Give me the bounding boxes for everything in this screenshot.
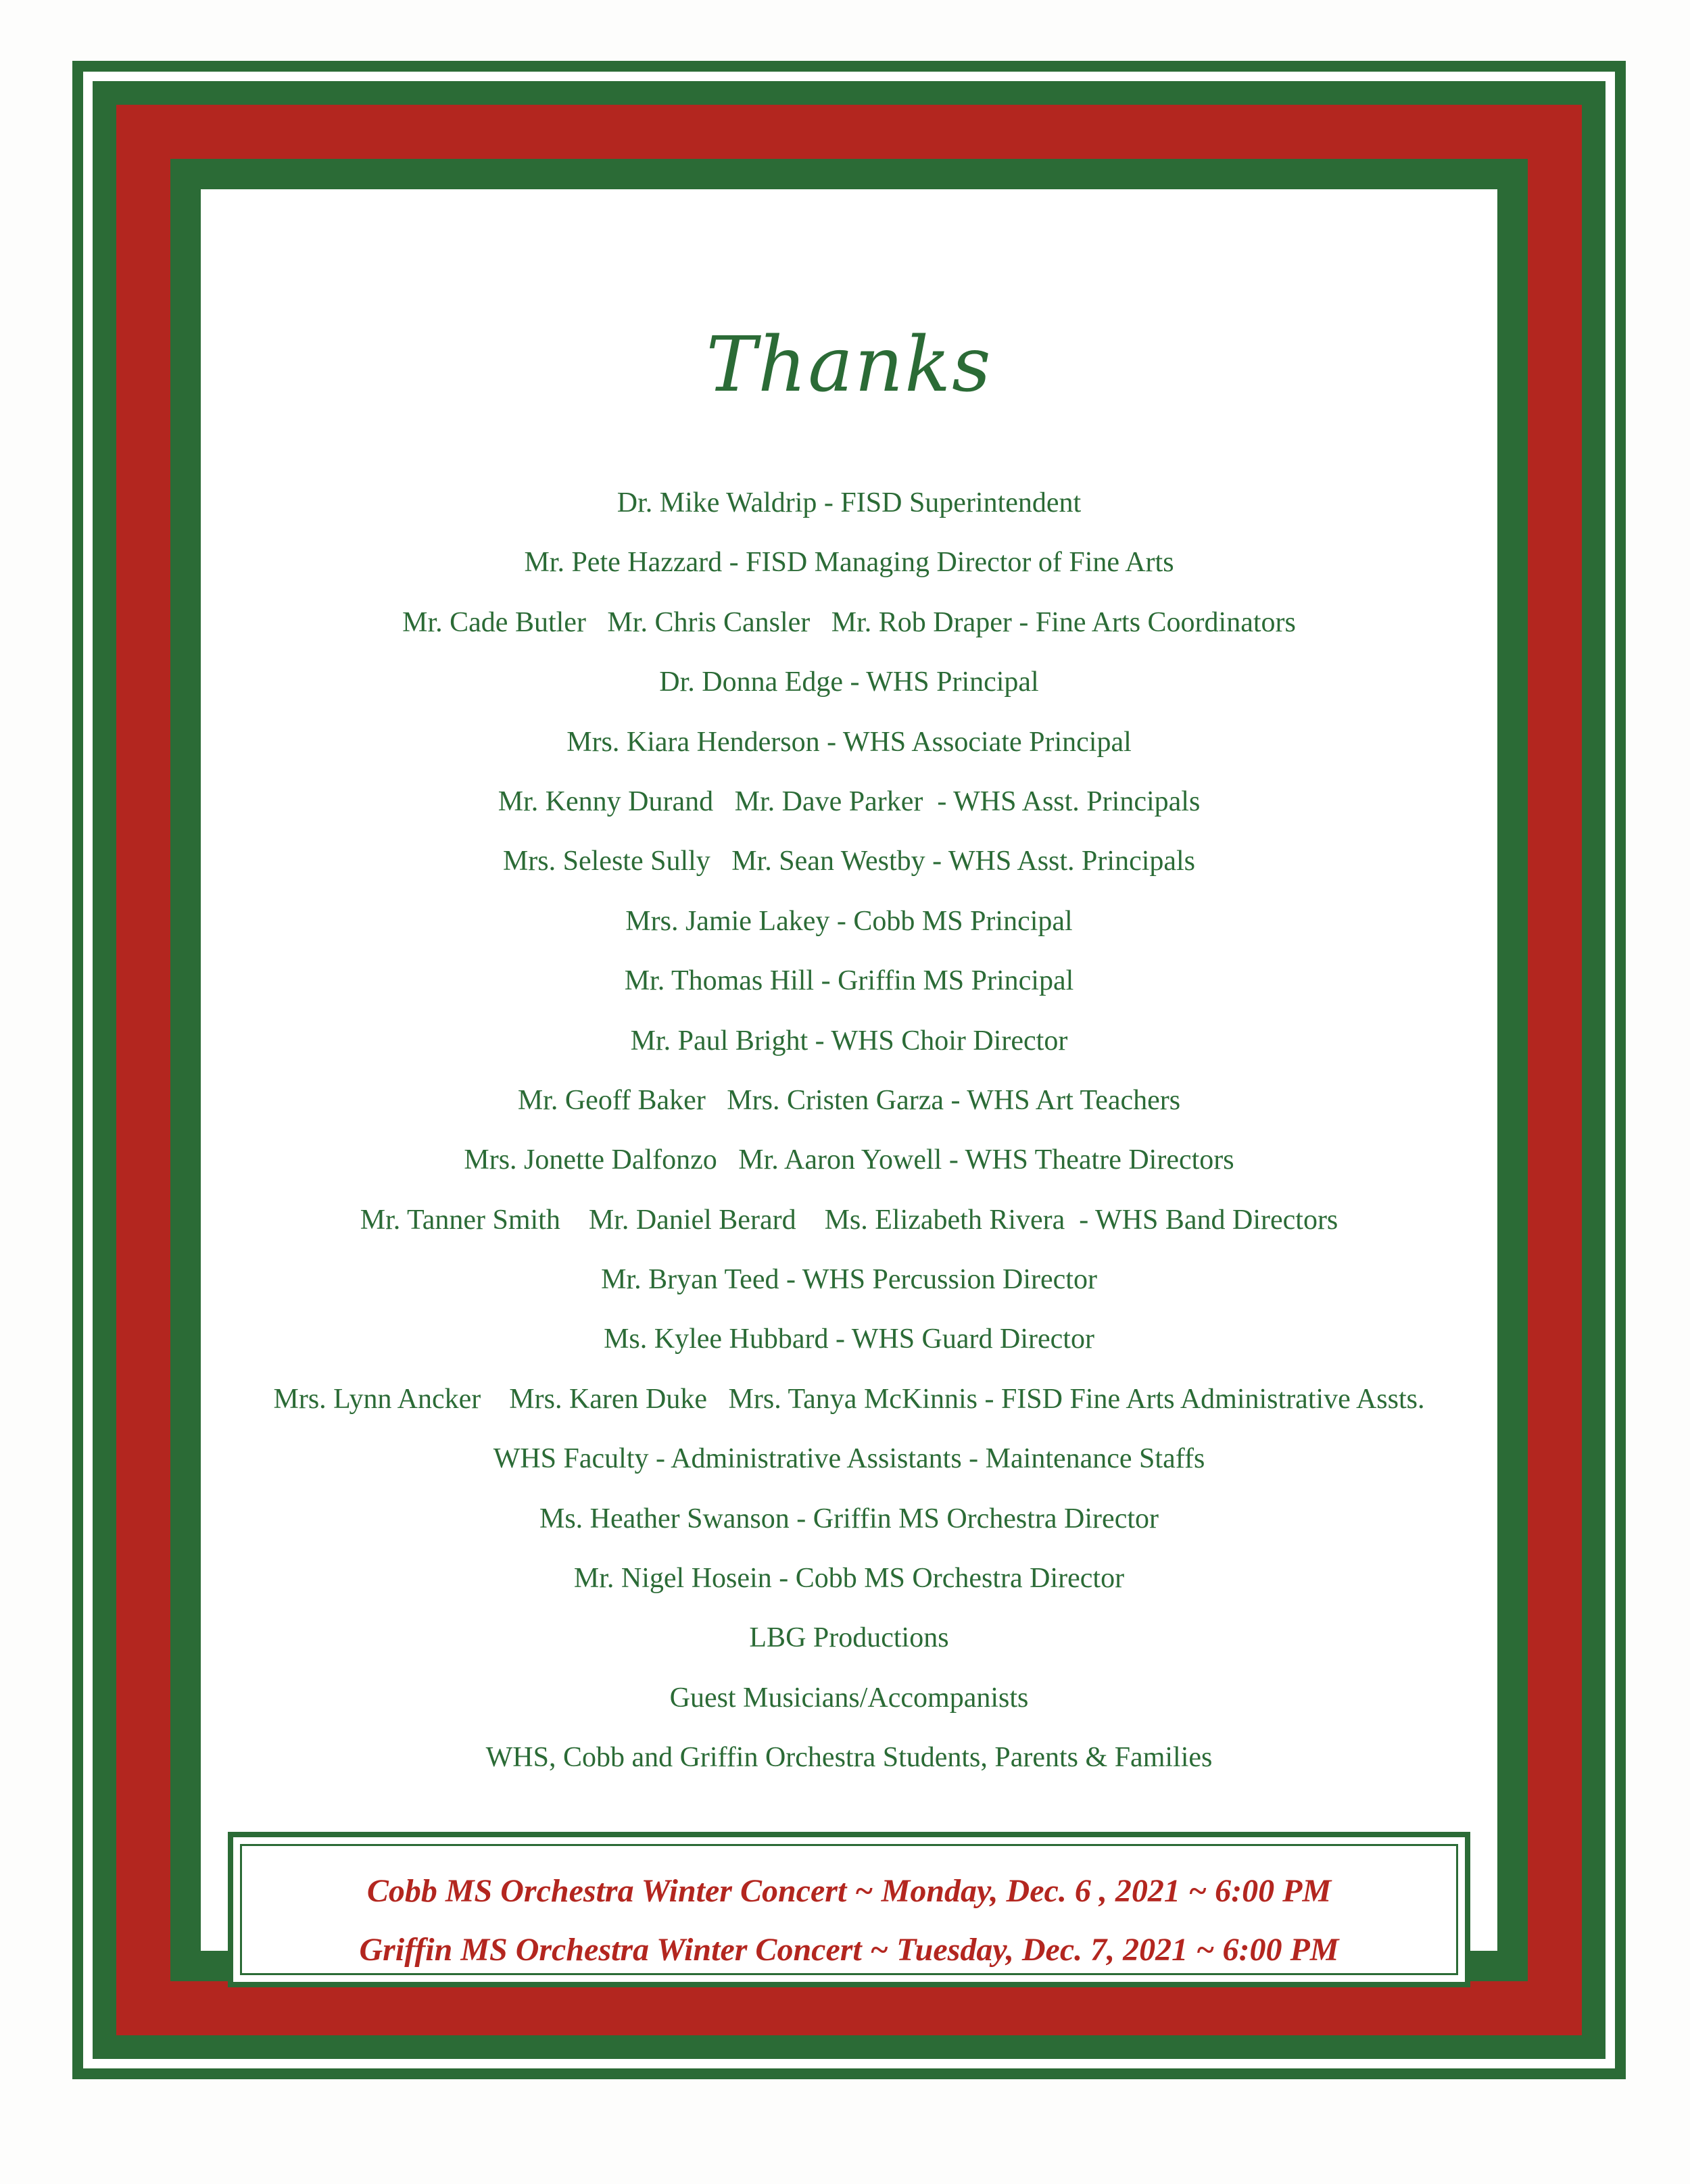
credit-line: Mrs. Kiara Henderson - WHS Associate Principal xyxy=(566,726,1132,758)
credit-line: Mrs. Seleste Sully Mr. Sean Westby - WHS Asst. Principals xyxy=(502,846,1196,877)
credit-line: Dr. Donna Edge - WHS Principal xyxy=(659,666,1039,698)
credit-line: WHS Faculty - Administrative Assistants - Maintenance Staffs xyxy=(493,1443,1205,1475)
credit-line: Mr. Bryan Teed - WHS Percussion Director xyxy=(601,1264,1097,1296)
content-panel xyxy=(201,189,1497,1968)
credit-line: Mr. Tanner Smith Mr. Daniel Berard Ms. Elizabeth Rivera - WHS Band Directors xyxy=(360,1204,1338,1236)
credit-line: Dr. Mike Waldrip - FISD Superintendent xyxy=(617,487,1082,518)
credit-line: Ms. Heather Swanson - Griffin MS Orchestra Director xyxy=(539,1503,1159,1534)
credit-line: Mr. Paul Bright - WHS Choir Director xyxy=(630,1025,1068,1057)
credit-line: WHS, Cobb and Griffin Orchestra Students, Parents & Families xyxy=(485,1742,1213,1774)
credit-line: Mr. Geoff Baker Mrs. Cristen Garza - WHS Art Teachers xyxy=(517,1084,1181,1116)
credit-line: LBG Productions xyxy=(749,1622,949,1654)
credit-line: Mr. Thomas Hill - Griffin MS Principal xyxy=(624,965,1074,997)
credit-line: Mr. Kenny Durand Mr. Dave Parker - WHS Asst. Principals xyxy=(498,785,1201,817)
credit-line: Ms. Kylee Hubbard - WHS Guard Director xyxy=(604,1324,1094,1355)
credit-line: Mr. Pete Hazzard - FISD Managing Director of Fine Arts xyxy=(524,547,1174,579)
credit-line: Mrs. Jamie Lakey - Cobb MS Principal xyxy=(625,905,1073,937)
outer-border xyxy=(72,61,1626,2079)
credit-line: Guest Musicians/Accompanists xyxy=(669,1682,1029,1714)
concert-announcement-cobb: Cobb MS Orchestra Winter Concert ~ Monday, Dec. 6 , 2021 ~ 6:00 PM xyxy=(366,1873,1332,1909)
concert-announcement-griffin: Griffin MS Orchestra Winter Concert ~ Tuesday, Dec. 7, 2021 ~ 6:00 PM xyxy=(359,1932,1339,1968)
page-title: Thanks xyxy=(706,321,992,409)
credit-line: Mrs. Jonette Dalfonzo Mr. Aaron Yowell - WHS Theatre Directors xyxy=(464,1144,1234,1176)
credit-line: Mrs. Lynn Ancker Mrs. Karen Duke Mrs. Tanya McKinnis - FISD Fine Arts Administrative Assts. xyxy=(273,1383,1425,1415)
credit-line: Mr. Nigel Hosein - Cobb MS Orchestra Director xyxy=(573,1563,1125,1595)
credits-list xyxy=(201,473,1497,1788)
concert-box xyxy=(228,1832,1470,1987)
credit-line: Mr. Cade Butler Mr. Chris Cansler Mr. Rob Draper - Fine Arts Coordinators xyxy=(402,606,1296,638)
